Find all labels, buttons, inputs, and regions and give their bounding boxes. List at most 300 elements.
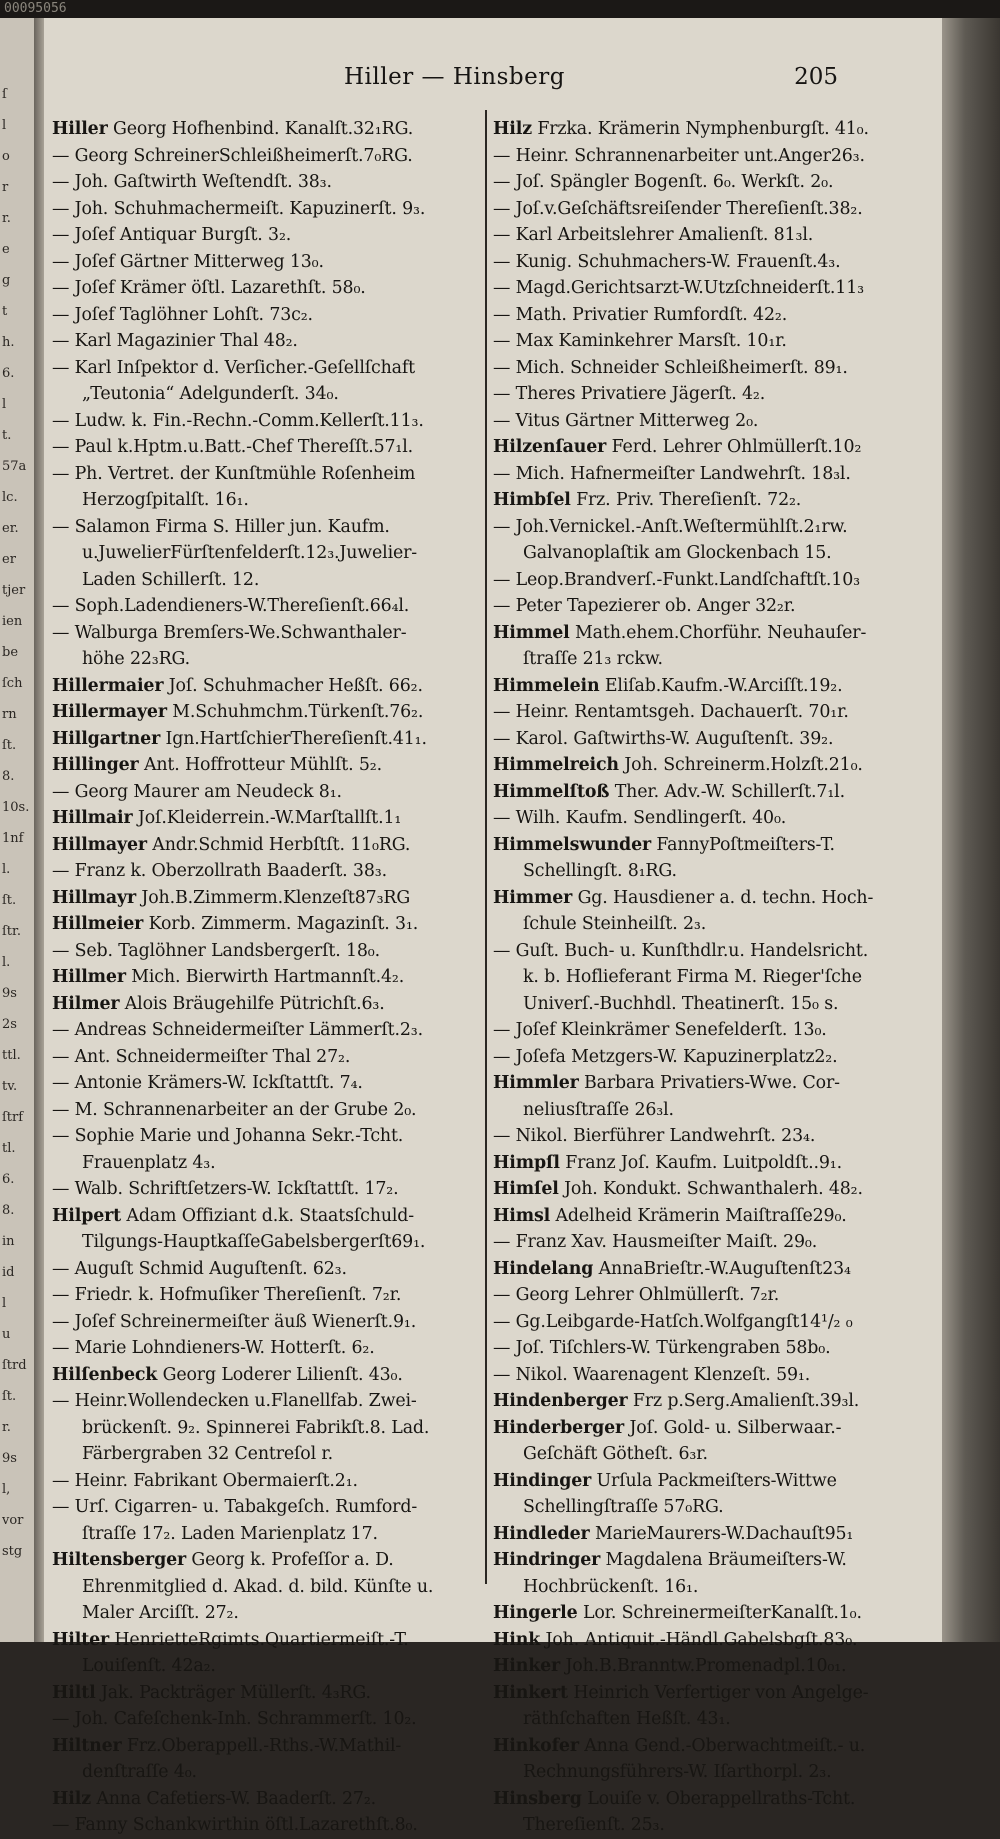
directory-entry-line bbox=[493, 1680, 923, 1707]
facing-page-fragment: 6. bbox=[2, 367, 15, 381]
directory-entry-line bbox=[493, 911, 923, 938]
entry-text: brückenſt. 9₂. Spinnerei Fabrikſt.8. Lad. bbox=[82, 1417, 430, 1438]
entry-text: — Joſef Kleinkrämer Senefelderſt. 13₀. bbox=[493, 1020, 827, 1040]
facing-page-fragment: ſt. bbox=[2, 739, 17, 753]
surname-heading: Himmer bbox=[493, 887, 573, 908]
entry-text: — Walburga Bremſers-We.Schwanthaler- bbox=[52, 622, 407, 643]
entry-text: Joh. Schreinerm.Holzſt.21₀. bbox=[624, 755, 863, 775]
surname-heading: Himmel bbox=[493, 622, 570, 643]
entry-text: — Joſ. Spängler Bogenſt. 6₀. Werkſt. 2₀. bbox=[493, 172, 834, 192]
facing-page-fragment: 1nf bbox=[2, 832, 24, 846]
directory-entry-line bbox=[52, 540, 480, 567]
directory-entry-line bbox=[52, 752, 480, 779]
right-column bbox=[493, 116, 923, 1839]
entry-text: Tilgungs-HauptkaſſeGabelsbergerſt69₁. bbox=[82, 1232, 426, 1252]
entry-text: Math.ehem.Chorführ. Neuhauſer- bbox=[575, 622, 867, 643]
surname-heading: Himmelſtoß bbox=[493, 781, 610, 802]
surname-heading: Hilmer bbox=[52, 993, 120, 1014]
directory-entry-line bbox=[52, 169, 480, 196]
surname-heading: Hiltl bbox=[52, 1682, 96, 1703]
facing-page-fragment: l bbox=[2, 119, 7, 133]
directory-entry-line bbox=[52, 1097, 480, 1124]
directory-entry-line bbox=[493, 1521, 923, 1548]
facing-page-fragment: r. bbox=[2, 1421, 11, 1435]
directory-entry-line bbox=[52, 1017, 480, 1044]
directory-entry-line bbox=[493, 275, 923, 302]
entry-text: — Sophie Marie und Johanna Sekr.-Tcht. bbox=[52, 1126, 404, 1146]
entry-text: Maler Arciſſt. 27₂. bbox=[82, 1603, 239, 1623]
directory-entry-line bbox=[493, 938, 923, 965]
entry-text: — Mich. Hafnermeiſter Landwehrſt. 18₃l. bbox=[493, 463, 851, 484]
directory-entry-line bbox=[493, 1653, 923, 1680]
entry-text: — Magd.Gerichtsarzt-W.Utzſchneiderſt.11₃ bbox=[493, 278, 864, 298]
entry-text: — Mich. Schneider Schleißheimerſt. 89₁. bbox=[493, 357, 848, 378]
directory-entry-line bbox=[52, 302, 480, 329]
entry-text: — Soph.Ladendieners-W.Thereſienſt.66₄l. bbox=[52, 596, 410, 616]
entry-text: Rechnungsführers-W. Iſarthorpl. 2₃. bbox=[523, 1762, 832, 1782]
entry-text: ſtraſſe 21₃ rckw. bbox=[523, 649, 663, 669]
entry-text: — Georg Lehrer Ohlmüllerſt. 7₂r. bbox=[493, 1285, 780, 1305]
facing-page-fragment: r. bbox=[2, 212, 11, 226]
directory-entry-line bbox=[493, 355, 923, 382]
directory-entry-line bbox=[493, 1017, 923, 1044]
directory-entry-line bbox=[52, 275, 480, 302]
directory-entry-line bbox=[493, 567, 923, 594]
directory-entry-line bbox=[52, 1600, 480, 1627]
directory-entry-line bbox=[493, 1123, 923, 1150]
entry-text: M.Schuhmchm.Türkenſt.76₂. bbox=[172, 702, 424, 722]
directory-entry-line bbox=[493, 1070, 923, 1097]
entry-text: HenrietteRgimts.Quartiermeiſt.-T. bbox=[114, 1629, 409, 1650]
entry-text: ſchule Steinheilſt. 2₃. bbox=[523, 914, 707, 934]
facing-page-fragment: l, bbox=[2, 1483, 11, 1497]
entry-text: Thereſienſt. 25₃. bbox=[523, 1815, 665, 1835]
entry-text: MarieMaurers-W.Dachauſt95₁ bbox=[594, 1523, 854, 1544]
directory-entry-line bbox=[493, 1574, 923, 1601]
entry-text: — Marie Lohndieners-W. Hotterſt. 6₂. bbox=[52, 1338, 375, 1358]
entry-text: — Joſef Krämer öſtl. Lazarethſt. 58₀. bbox=[52, 278, 366, 298]
entry-text: — Vitus Gärtner Mitterweg 2₀. bbox=[493, 410, 759, 431]
entry-text: Georg Hofhenbind. Kanalſt.32₁RG. bbox=[112, 119, 414, 139]
directory-entry-line bbox=[52, 408, 480, 435]
directory-entry-line bbox=[52, 1547, 480, 1574]
directory-entry-line bbox=[493, 885, 923, 912]
entry-text: — Joſef Antiquar Burgſt. 3₂. bbox=[52, 225, 292, 245]
entry-text: Eliſab.Kaufm.-W.Arciſſt.19₂. bbox=[604, 675, 843, 696]
directory-entry-line bbox=[493, 302, 923, 329]
surname-heading: Himsl bbox=[493, 1205, 551, 1226]
facing-page-fragment: vor bbox=[2, 1514, 24, 1528]
directory-entry-line bbox=[52, 381, 480, 408]
directory-entry-line bbox=[493, 1786, 923, 1813]
directory-entry-line bbox=[52, 964, 480, 991]
directory-entry-line bbox=[52, 1229, 480, 1256]
directory-entry-line bbox=[493, 116, 923, 143]
directory-entry-line bbox=[52, 1362, 480, 1389]
directory-entry-line bbox=[493, 1600, 923, 1627]
directory-entry-line bbox=[493, 1176, 923, 1203]
entry-text: — M. Schrannenarbeiter an der Grube 2₀. bbox=[52, 1099, 417, 1120]
entry-text: — Joſef Taglöhner Lohſt. 73c₂. bbox=[52, 304, 313, 325]
directory-entry-line bbox=[52, 858, 480, 885]
page-title: Hiller — Hinsberg bbox=[344, 64, 565, 90]
directory-entry-line bbox=[52, 1123, 480, 1150]
entry-text: — Math. Privatier Rumfordſt. 42₂. bbox=[493, 304, 788, 325]
surname-heading: Himmelswunder bbox=[493, 834, 651, 855]
facing-page-fragment: be bbox=[2, 646, 19, 660]
facing-page-fragment: r bbox=[2, 181, 9, 195]
directory-entry-line bbox=[52, 328, 480, 355]
facing-page-fragment: er bbox=[2, 553, 16, 567]
facing-page-fragment: g bbox=[2, 274, 11, 288]
directory-entry-line bbox=[493, 1203, 923, 1230]
directory-entry-line bbox=[52, 1282, 480, 1309]
directory-entry-line bbox=[52, 434, 480, 461]
entry-text: Joh. Kondukt. Schwanthalerh. 48₂. bbox=[564, 1179, 863, 1199]
directory-entry-line bbox=[493, 434, 923, 461]
directory-entry-line bbox=[52, 1680, 480, 1707]
entry-text: Magdalena Bräumeiſters-W. bbox=[605, 1550, 847, 1570]
entry-text: Schellingſtraſſe 57₀RG. bbox=[523, 1497, 724, 1517]
directory-entry-line bbox=[52, 1176, 480, 1203]
facing-page-fragment: tv. bbox=[2, 1080, 18, 1094]
surname-heading: Hillmair bbox=[52, 808, 133, 828]
directory-entry-line bbox=[52, 1441, 480, 1468]
entry-text: Frz.Oberappell.-Rths.-W.Mathil- bbox=[126, 1735, 402, 1756]
entry-text: Ehrenmitglied d. Akad. d. bild. Künſte u. bbox=[82, 1576, 434, 1597]
entry-text: Jak. Packträger Müllerſt. 4₃RG. bbox=[100, 1682, 371, 1703]
surname-heading: Hillmayer bbox=[52, 834, 147, 855]
directory-entry-line bbox=[52, 1309, 480, 1336]
directory-entry-line bbox=[52, 938, 480, 965]
facing-page-fragment: 9s bbox=[2, 1452, 17, 1466]
entry-text: FannyPoſtmeiſters-T. bbox=[656, 834, 835, 855]
entry-text: — Karl Inſpektor d. Verſicher.-Geſellſchaft bbox=[52, 357, 415, 378]
entry-text: Alois Bräugehilfe Pütrichſt.6₃. bbox=[124, 993, 385, 1014]
entry-text: Heinrich Verfertiger von Angelge- bbox=[573, 1682, 869, 1703]
directory-entry-line bbox=[52, 1812, 480, 1839]
directory-entry-line bbox=[493, 1388, 923, 1415]
directory-entry-line bbox=[52, 1786, 480, 1813]
directory-entry-line bbox=[493, 1362, 923, 1389]
entry-text: — Max Kaminkehrer Marsſt. 10₁r. bbox=[493, 331, 787, 351]
directory-entry-line bbox=[52, 1706, 480, 1733]
facing-page-fragment: l bbox=[2, 1297, 7, 1311]
directory-entry-line bbox=[493, 752, 923, 779]
directory-entry-line bbox=[52, 196, 480, 223]
facing-page-fragment: ſch bbox=[2, 677, 23, 691]
directory-entry-line bbox=[52, 832, 480, 859]
directory-entry-line bbox=[493, 143, 923, 170]
entry-text: Gg. Hausdiener a. d. techn. Hoch- bbox=[577, 887, 874, 908]
entry-text: — Nikol. Bierführer Landwehrſt. 23₄. bbox=[493, 1126, 816, 1146]
directory-entry-line bbox=[493, 540, 923, 567]
directory-entry-line bbox=[52, 911, 480, 938]
directory-entry-line bbox=[493, 832, 923, 859]
entry-text: Laden Schillerſt. 12. bbox=[82, 569, 260, 590]
entry-text: Franz Joſ. Kaufm. Luitpoldſt..9₁. bbox=[565, 1152, 842, 1173]
page-stack-edge bbox=[942, 18, 1000, 1642]
facing-page-fragment: 6. bbox=[2, 1173, 15, 1187]
directory-entry-line bbox=[52, 646, 480, 673]
entry-text: — Antonie Krämers-W. Ickſtattſt. 7₄. bbox=[52, 1073, 363, 1093]
entry-text: — Salamon Firma S. Hiller jun. Kaufm. bbox=[52, 516, 390, 537]
surname-heading: Himſel bbox=[493, 1179, 559, 1199]
page-number: 205 bbox=[794, 64, 838, 90]
surname-heading: Hinkert bbox=[493, 1682, 568, 1703]
surname-heading: Himbſel bbox=[493, 490, 571, 510]
directory-entry-line bbox=[52, 726, 480, 753]
facing-page-fragment: t bbox=[2, 305, 8, 319]
facing-page-fragment: ſtrd bbox=[2, 1359, 27, 1373]
facing-page-fragment: lc. bbox=[2, 491, 18, 505]
entry-text: — Friedr. k. Hofmuſiker Thereſienſt. 7₂r. bbox=[52, 1285, 402, 1305]
scan-top-strip bbox=[0, 0, 1000, 20]
facing-page-fragment: in bbox=[2, 1235, 15, 1249]
surname-heading: Hinderberger bbox=[493, 1417, 625, 1438]
facing-page-fragment: ſ bbox=[2, 88, 7, 102]
facing-page-fragment: ſtrf bbox=[2, 1111, 24, 1125]
entry-text: — Kunig. Schuhmachers-W. Frauenſt.4₃. bbox=[493, 251, 841, 272]
facing-page-fragment: id bbox=[2, 1266, 15, 1280]
directory-entry-line bbox=[52, 567, 480, 594]
entry-text: — Joſ. Tiſchlers-W. Türkengraben 58b₀. bbox=[493, 1338, 831, 1358]
directory-entry-line bbox=[52, 1335, 480, 1362]
surname-heading: Himmelreich bbox=[493, 755, 619, 775]
facing-page-fragment: tjer bbox=[2, 584, 26, 598]
entry-text: Frzka. Krämerin Nymphenburgſt. 41₀. bbox=[537, 119, 869, 139]
directory-entry-line bbox=[52, 1070, 480, 1097]
surname-heading: Hillgartner bbox=[52, 728, 161, 749]
entry-text: Georg k. Profeſſor a. D. bbox=[191, 1550, 394, 1570]
facing-page-edge bbox=[0, 18, 34, 1642]
entry-text: k. b. Hoflieferant Firma M. Rieger'ſche bbox=[523, 967, 862, 987]
facing-page-fragment: o bbox=[2, 150, 10, 164]
facing-page-fragment: stg bbox=[2, 1545, 23, 1559]
entry-text: denſtraſſe 4₀. bbox=[82, 1762, 197, 1782]
directory-entry-line bbox=[52, 593, 480, 620]
directory-entry-line bbox=[52, 1494, 480, 1521]
directory-entry-line bbox=[493, 1441, 923, 1468]
entry-text: — Walb. Schriftſetzers-W. Ickſtattſt. 17₂. bbox=[52, 1179, 399, 1199]
scan-corner-mark: 00095056 bbox=[4, 1, 67, 16]
entry-text: — Guſt. Buch- u. Kunſthdlr.u. Handelsricht. bbox=[493, 940, 869, 961]
directory-entry-line bbox=[52, 1733, 480, 1760]
entry-text: — Joſefa Metzgers-W. Kapuzinerplatz2₂. bbox=[493, 1046, 838, 1067]
entry-text: Geſchäft Götheſt. 6₃r. bbox=[523, 1444, 708, 1464]
directory-entry-line bbox=[493, 620, 923, 647]
entry-text: Frauenplatz 4₃. bbox=[82, 1152, 216, 1173]
entry-text: Schellingſt. 8₁RG. bbox=[523, 861, 677, 881]
directory-entry-line bbox=[493, 1097, 923, 1124]
entry-text: Barbara Privatiers-Wwe. Cor- bbox=[584, 1073, 840, 1093]
entry-text: — Ph. Vertret. der Kunſtmühle Roſenheim bbox=[52, 463, 416, 484]
facing-page-fragment: l. bbox=[2, 863, 11, 877]
entry-text: Hochbrückenſt. 16₁. bbox=[523, 1576, 699, 1597]
directory-entry-line bbox=[52, 1044, 480, 1071]
directory-entry-line bbox=[493, 964, 923, 991]
entry-text: — Karol. Gaſtwirths-W. Auguſtenſt. 39₂. bbox=[493, 728, 834, 749]
entry-text: Lor. SchreinermeiſterKanalſt.1₀. bbox=[582, 1603, 862, 1623]
facing-page-fragment: er. bbox=[2, 522, 19, 536]
facing-page-fragment: 8. bbox=[2, 1204, 15, 1218]
surname-heading: Hilz bbox=[52, 1788, 91, 1809]
directory-page bbox=[44, 18, 942, 1835]
entry-text: AnnaBrieſtr.-W.Auguſtenſt23₄ bbox=[598, 1258, 851, 1279]
surname-heading: Himmelein bbox=[493, 675, 600, 696]
column-divider bbox=[485, 110, 487, 1584]
directory-entry-line bbox=[493, 1150, 923, 1177]
directory-entry-line bbox=[52, 222, 480, 249]
facing-page-fragment: rn bbox=[2, 708, 17, 722]
surname-heading: Hinker bbox=[493, 1656, 561, 1676]
entry-text: Ign.HartſchierThereſienſt.41₁. bbox=[165, 728, 427, 749]
entry-text: Joh. Antiquit.-Händl.Gabelsbgſt.83₀. bbox=[545, 1629, 858, 1650]
entry-text: — Ludw. k. Fin.-Rechn.-Comm.Kellerſt.11₃. bbox=[52, 410, 424, 431]
surname-heading: Hillmeier bbox=[52, 914, 144, 934]
directory-entry-line bbox=[493, 646, 923, 673]
surname-heading: Hilter bbox=[52, 1629, 110, 1650]
directory-entry-line bbox=[52, 885, 480, 912]
directory-entry-line bbox=[52, 116, 480, 143]
entry-text: — Urſ. Cigarren- u. Tabakgeſch. Rumford- bbox=[52, 1497, 418, 1517]
directory-entry-line bbox=[493, 1627, 923, 1654]
facing-page-fragment: 2s bbox=[2, 1018, 17, 1032]
facing-page-fragment: 10s. bbox=[2, 801, 30, 815]
directory-entry-line bbox=[493, 1468, 923, 1495]
surname-heading: Hiller bbox=[52, 119, 108, 139]
directory-entry-line bbox=[493, 1759, 923, 1786]
entry-text: Joſ. Gold- u. Silberwaar.- bbox=[629, 1417, 842, 1438]
entry-text: — Peter Tapezierer ob. Anger 32₂r. bbox=[493, 596, 796, 616]
entry-text: — Franz Xav. Hausmeiſter Maiſt. 29₀. bbox=[493, 1232, 818, 1252]
entry-text: — Karl Magazinier Thal 48₂. bbox=[52, 331, 298, 351]
directory-entry-line bbox=[52, 1574, 480, 1601]
surname-heading: Hilzenſauer bbox=[493, 437, 607, 457]
entry-text: Mich. Bierwirth Hartmannſt.4₂. bbox=[131, 967, 405, 987]
entry-text: — Nikol. Waarenagent Klenzeſt. 59₁. bbox=[493, 1364, 811, 1385]
entry-text: — Fanny Schankwirthin öſtl.Lazarethſt.8₀. bbox=[52, 1815, 418, 1835]
entry-text: Adelheid Krämerin Maiſtraſſe29₀. bbox=[555, 1205, 847, 1226]
entry-text: Joh.B.Branntw.Promenadpl.10₀₁. bbox=[565, 1656, 847, 1676]
entry-text: — Joſ.v.Geſchäftsreiſender Thereſienſt.38₂. bbox=[493, 198, 863, 219]
directory-entry-line bbox=[493, 487, 923, 514]
facing-page-fragment: tl. bbox=[2, 1142, 16, 1156]
directory-entry-line bbox=[52, 1627, 480, 1654]
entry-text: — Ant. Schneidermeiſter Thal 27₂. bbox=[52, 1046, 351, 1067]
left-column bbox=[52, 116, 480, 1839]
directory-entry-line bbox=[493, 699, 923, 726]
surname-heading: Hindleder bbox=[493, 1523, 590, 1544]
directory-entry-line bbox=[493, 991, 923, 1018]
entry-text: — Seb. Taglöhner Landsbergerſt. 18₀. bbox=[52, 940, 380, 961]
entry-text: — Gg.Leibgarde-Hatſch.Wolfgangſt14¹/₂ ₀ bbox=[493, 1311, 853, 1332]
surname-heading: Himmler bbox=[493, 1073, 579, 1093]
entry-text: — Paul k.Hptm.u.Batt.-Chef Thereſſt.57₁l. bbox=[52, 437, 414, 457]
facing-page-fragment: e bbox=[2, 243, 10, 257]
entry-text: — Joh. Cafeſchenk-Inh. Schrammerſt. 10₂. bbox=[52, 1709, 417, 1729]
surname-heading: Himpſl bbox=[493, 1152, 560, 1173]
directory-entry-line bbox=[52, 1759, 480, 1786]
entry-text: „Teutonia“ Adelgunderſt. 34₀. bbox=[82, 384, 339, 404]
entry-text: Louiſe v. Oberappellraths-Tcht. bbox=[587, 1788, 856, 1809]
facing-page-fragment: t. bbox=[2, 429, 12, 443]
facing-page-fragment: l. bbox=[2, 956, 11, 970]
directory-entry-line bbox=[493, 222, 923, 249]
directory-entry-line bbox=[493, 1494, 923, 1521]
directory-entry-line bbox=[52, 699, 480, 726]
surname-heading: Hindinger bbox=[493, 1470, 592, 1491]
directory-entry-line bbox=[52, 1388, 480, 1415]
running-head bbox=[44, 64, 942, 98]
entry-text: Färbergraben 32 Centreſol r. bbox=[82, 1444, 334, 1464]
entry-text: Anna Cafetiers-W. Baaderſt. 27₂. bbox=[96, 1788, 377, 1809]
book-gutter bbox=[34, 18, 44, 1642]
directory-entry-line bbox=[52, 1203, 480, 1230]
surname-heading: Hinsberg bbox=[493, 1788, 582, 1809]
entry-text: Urſula Packmeiſters-Wittwe bbox=[596, 1470, 837, 1491]
entry-text: Herzogſpitalſt. 16₁. bbox=[82, 490, 249, 510]
directory-entry-line bbox=[493, 408, 923, 435]
entry-text: — Karl Arbeitslehrer Amalienſt. 81₃l. bbox=[493, 225, 814, 245]
directory-entry-line bbox=[52, 991, 480, 1018]
entry-text: — Theres Privatiere Jägerſt. 4₂. bbox=[493, 384, 766, 404]
entry-text: Korb. Zimmerm. Magazinſt. 3₁. bbox=[148, 914, 419, 934]
facing-page-fragment: ſt. bbox=[2, 894, 17, 908]
entry-text: Univerſ.-Buchhdl. Theatinerſt. 15₀ s. bbox=[523, 993, 839, 1014]
directory-entry-line bbox=[52, 1256, 480, 1283]
entry-text: Joh.B.Zimmerm.Klenzeſt87₃RG bbox=[141, 887, 411, 908]
directory-entry-line bbox=[52, 673, 480, 700]
directory-entry-line bbox=[493, 1256, 923, 1283]
entry-text: — Joſef Schreinermeiſter äuß Wienerſt.9₁. bbox=[52, 1311, 417, 1332]
surname-heading: Hink bbox=[493, 1629, 541, 1650]
facing-page-fragment: l bbox=[2, 398, 7, 412]
entry-text: neliusſtraſſe 26₃l. bbox=[523, 1099, 674, 1120]
directory-entry-line bbox=[493, 593, 923, 620]
entry-text: — Joh.Vernickel.-Anſt.Weſtermühlſt.2₁rw. bbox=[493, 516, 848, 537]
entry-text: Galvanoplaſtik am Glockenbach 15. bbox=[523, 543, 832, 563]
surname-heading: Hillermayer bbox=[52, 702, 167, 722]
directory-entry-line bbox=[493, 514, 923, 541]
entry-text: — Heinr. Fabrikant Obermaierſt.2₁. bbox=[52, 1470, 358, 1491]
facing-page-fragment: 9s bbox=[2, 987, 17, 1001]
directory-entry-line bbox=[52, 779, 480, 806]
directory-entry-line bbox=[52, 355, 480, 382]
directory-entry-line bbox=[493, 1229, 923, 1256]
entry-text: Joſ.Kleiderrein.-W.Marſtallſt.1₁ bbox=[137, 808, 402, 828]
directory-entry-line bbox=[493, 779, 923, 806]
entry-text: — Joſef Gärtner Mitterweg 13₀. bbox=[52, 251, 324, 272]
directory-entry-line bbox=[493, 196, 923, 223]
surname-heading: Hilpert bbox=[52, 1205, 122, 1226]
entry-text: — Auguſt Schmid Auguſtenſt. 62₃. bbox=[52, 1258, 347, 1279]
directory-entry-line bbox=[493, 858, 923, 885]
directory-entry-line bbox=[52, 1468, 480, 1495]
entry-text: Ant. Hoffrotteur Mühlſt. 5₂. bbox=[143, 755, 382, 775]
directory-entry-line bbox=[52, 487, 480, 514]
entry-text: — Heinr. Schrannenarbeiter unt.Anger26₃. bbox=[493, 145, 865, 166]
facing-page-fragment: h. bbox=[2, 336, 15, 350]
directory-entry-line bbox=[52, 1653, 480, 1680]
directory-entry-line bbox=[493, 1415, 923, 1442]
directory-entry-line bbox=[493, 805, 923, 832]
entry-text: Adam Offiziant d.k. Staatsſchuld- bbox=[126, 1205, 414, 1226]
directory-entry-line bbox=[493, 381, 923, 408]
entry-text: ſtraſſe 17₂. Laden Marienplatz 17. bbox=[82, 1523, 378, 1544]
surname-heading: Hindelang bbox=[493, 1258, 594, 1279]
entry-text: Joſ. Schuhmacher Heßſt. 66₂. bbox=[168, 675, 423, 696]
